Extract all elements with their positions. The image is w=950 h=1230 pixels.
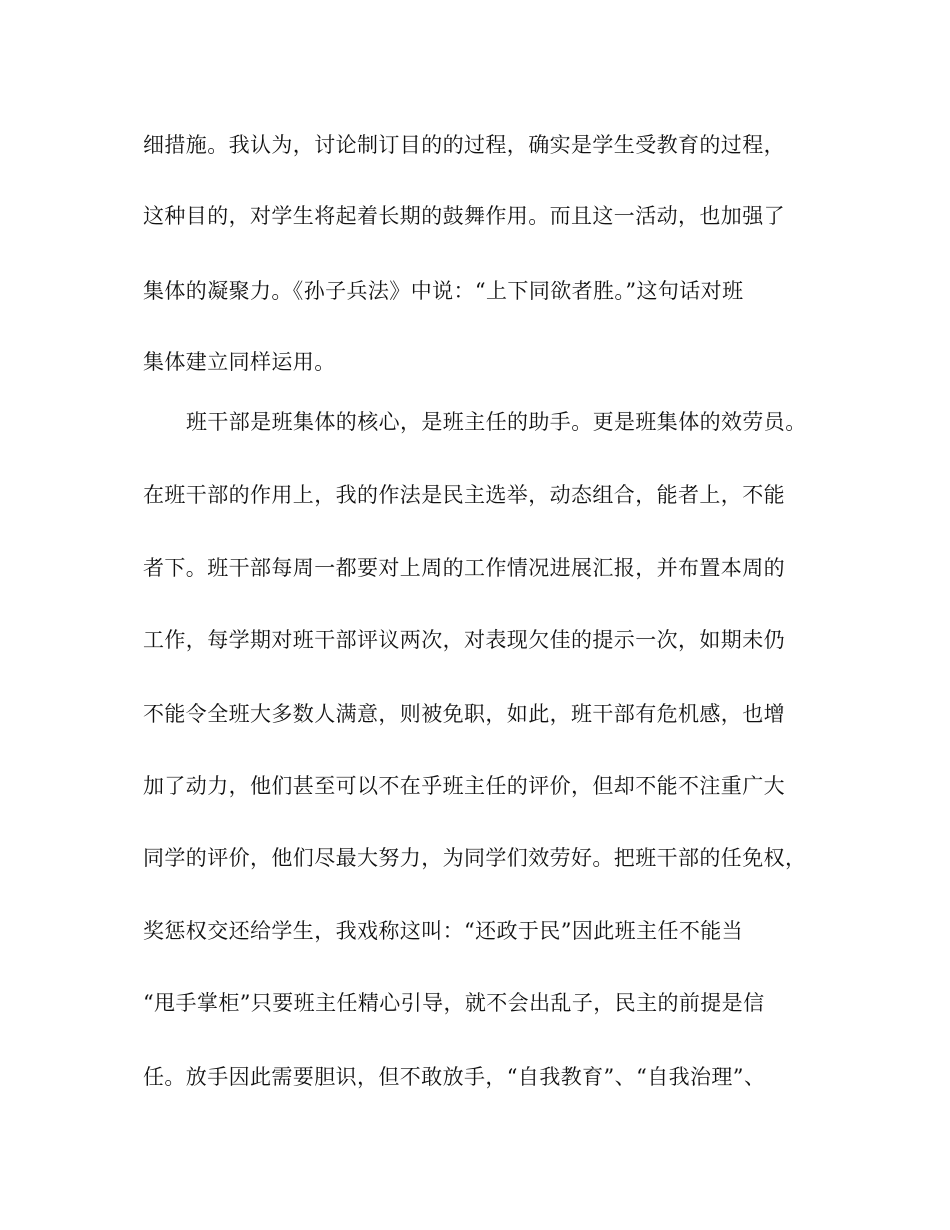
text-line: 奖惩权交还给学生，我戏称这叫：“还政于民”因此班主任不能当 (143, 919, 744, 943)
text-line: 加了动力，他们甚至可以不在乎班主任的评价，但却不能不注重广大 (143, 774, 785, 798)
text-line: 细措施。我认为，讨论制订目的的过程，确实是学生受教育的过程， (143, 133, 785, 157)
text-line: “甩手掌柜”只要班主任精心引导，就不会出乱子，民主的前提是信 (143, 991, 765, 1015)
text-line: 同学的评价，他们尽最大努力，为同学们效劳好。把班干部的任免权， (143, 846, 807, 870)
text-line: 不能令全班大多数人满意，则被免职，如此，班干部有危机感，也增 (143, 702, 785, 726)
text-line: 集体的凝聚力。《孙子兵法》中说：“上下同欲者胜。”这句话对班 (143, 279, 744, 303)
text-line: 者下。班干部每周一都要对上周的工作情况进展汇报，并布置本周的 (143, 556, 785, 580)
text-line: 集体建立同样运用。 (143, 350, 336, 374)
text-line: 这种目的，对学生将起着长期的鼓舞作用。而且这一活动，也加强了 (143, 204, 785, 228)
text-line: 工作，每学期对班干部评议两次，对表现欠佳的提示一次，如期未仍 (143, 628, 785, 652)
text-line: 在班干部的作用上，我的作法是民主选举，动态组合，能者上，不能 (143, 483, 785, 507)
text-line: 任。放手因此需要胆识，但不敢放手，“自我教育”、“自我治理”、 (143, 1065, 766, 1089)
paragraph-first-line: 班干部是班集体的核心，是班主任的助手。更是班集体的效劳员。 (186, 410, 807, 434)
